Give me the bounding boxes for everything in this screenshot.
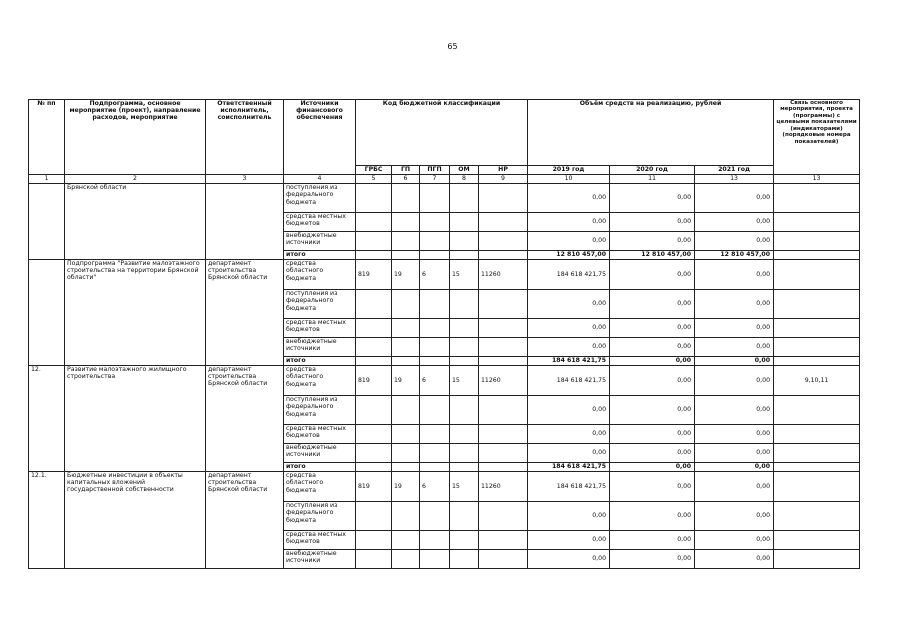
col-number: 11 (610, 175, 695, 184)
total-2021: 0,00 (695, 463, 774, 472)
amount-2021: 0,00 (695, 550, 774, 569)
amount-2021: 0,00 (695, 184, 774, 213)
col-number: 8 (450, 175, 479, 184)
total-2021: 12 810 457,00 (695, 251, 774, 260)
col-number: 9 (479, 175, 528, 184)
amount-2021: 0,00 (695, 502, 774, 531)
executor: департамент строительства Брянской области (206, 366, 284, 472)
header-volume: Объём средств на реализацию, рублей (528, 100, 774, 166)
source-regional: средства областного бюджета (284, 472, 356, 502)
amount-2020: 0,00 (610, 213, 695, 232)
table-row (29, 260, 860, 290)
measure-name: Брянской области (65, 184, 206, 260)
amount-2020: 0,00 (610, 290, 695, 319)
source-extra: внебюджетные источники (284, 232, 356, 251)
total-2020: 0,00 (610, 463, 695, 472)
amount-2019: 184 618 421,75 (528, 472, 610, 502)
header-executor: Ответственный исполнитель, соисполнитель (206, 100, 284, 175)
code-om: 15 (450, 260, 479, 290)
col-number: 13 (774, 175, 860, 184)
measure-name: Развитие малоэтажного жилищного строительства (65, 366, 206, 472)
amount-2021: 0,00 (695, 338, 774, 357)
col-number: 7 (420, 175, 450, 184)
header-measure: Подпрограмма, основное мероприятие (проект), направление расходов, мероприятие (65, 100, 206, 175)
code-pgp: 6 (420, 366, 450, 396)
source-local: средства местных бюджетов (284, 319, 356, 338)
col-number: 5 (356, 175, 392, 184)
measure-name: Бюджетные инвестиции в объекты капитальных вложений государственной собственности (65, 472, 206, 569)
col-number: 13 (695, 175, 774, 184)
indicator-link: 9,10,11 (774, 366, 860, 396)
amount-2020: 0,00 (610, 502, 695, 531)
code-om: 15 (450, 366, 479, 396)
amount-2019: 0,00 (528, 213, 610, 232)
amount-2021: 0,00 (695, 319, 774, 338)
amount-2019: 0,00 (528, 232, 610, 251)
amount-2021: 0,00 (695, 396, 774, 425)
amount-2019: 0,00 (528, 184, 610, 213)
source-federal: поступления из федерального бюджета (284, 396, 356, 425)
code-pgp: 6 (420, 472, 450, 502)
code-om: 15 (450, 472, 479, 502)
table-row (29, 184, 860, 213)
header-gp: ГП (392, 166, 420, 175)
amount-2020: 0,00 (610, 444, 695, 463)
amount-2019: 184 618 421,75 (528, 260, 610, 290)
amount-2021: 0,00 (695, 366, 774, 396)
header-sources: Источники финансового обеспечения (284, 100, 356, 175)
total-2019: 184 618 421,75 (528, 357, 610, 366)
amount-2021: 0,00 (695, 472, 774, 502)
amount-2019: 0,00 (528, 531, 610, 550)
column-number-row (29, 175, 860, 184)
code-grbs: 819 (356, 366, 392, 396)
measure-name: Подпрограмма "Развитие малоэтажного строительства на территории Брянской области" (65, 260, 206, 366)
executor: департамент строительства Брянской области (206, 260, 284, 366)
amount-2020: 0,00 (610, 319, 695, 338)
source-regional: средства областного бюджета (284, 260, 356, 290)
code-pgp: 6 (420, 260, 450, 290)
amount-2019: 0,00 (528, 550, 610, 569)
source-extra: внебюджетные источники (284, 338, 356, 357)
amount-2021: 0,00 (695, 444, 774, 463)
col-number: 4 (284, 175, 356, 184)
code-gp: 19 (392, 472, 420, 502)
amount-2021: 0,00 (695, 531, 774, 550)
source-regional: средства областного бюджета (284, 366, 356, 396)
source-extra: внебюджетные источники (284, 550, 356, 569)
header-link: Связь основного мероприятия, проекта (программы) с целевыми показателями (индикаторами) (порядковые номера показателей) (774, 100, 860, 175)
amount-2019: 0,00 (528, 502, 610, 531)
source-federal: поступления из федерального бюджета (284, 290, 356, 319)
source-local: средства местных бюджетов (284, 531, 356, 550)
amount-2019: 0,00 (528, 290, 610, 319)
amount-2019: 0,00 (528, 319, 610, 338)
header-kbk: Код бюджетной классификации (356, 100, 528, 166)
total-2020: 0,00 (610, 357, 695, 366)
page-number: 65 (447, 42, 458, 51)
col-number: 3 (206, 175, 284, 184)
source-federal: поступления из федерального бюджета (284, 184, 356, 213)
total-2019: 12 810 457,00 (528, 251, 610, 260)
amount-2019: 0,00 (528, 396, 610, 425)
header-grbs: ГРБС (356, 166, 392, 175)
source-federal: поступления из федерального бюджета (284, 502, 356, 531)
amount-2019: 0,00 (528, 425, 610, 444)
col-number: 2 (65, 175, 206, 184)
code-gp: 19 (392, 260, 420, 290)
amount-2020: 0,00 (610, 260, 695, 290)
total-2021: 0,00 (695, 357, 774, 366)
amount-2020: 0,00 (610, 184, 695, 213)
amount-2019: 0,00 (528, 444, 610, 463)
amount-2020: 0,00 (610, 531, 695, 550)
table-row (29, 366, 860, 396)
header-num: № пп (29, 100, 65, 175)
amount-2020: 0,00 (610, 396, 695, 425)
total-2019: 184 618 421,75 (528, 463, 610, 472)
row-number: 12.1. (29, 472, 65, 569)
amount-2020: 0,00 (610, 550, 695, 569)
code-nr: 11260 (479, 260, 528, 290)
amount-2020: 0,00 (610, 338, 695, 357)
amount-2021: 0,00 (695, 232, 774, 251)
code-grbs: 819 (356, 472, 392, 502)
total-2020: 12 810 457,00 (610, 251, 695, 260)
code-nr: 11260 (479, 472, 528, 502)
code-grbs: 819 (356, 260, 392, 290)
row-number: 12. (29, 366, 65, 472)
code-nr: 11260 (479, 366, 528, 396)
table-row (29, 472, 860, 502)
amount-2020: 0,00 (610, 425, 695, 444)
col-number: 10 (528, 175, 610, 184)
code-gp: 19 (392, 366, 420, 396)
amount-2021: 0,00 (695, 425, 774, 444)
source-local: средства местных бюджетов (284, 425, 356, 444)
col-number: 1 (29, 175, 65, 184)
amount-2019: 184 618 421,75 (528, 366, 610, 396)
header-2020: 2020 год (610, 166, 695, 175)
amount-2019: 0,00 (528, 338, 610, 357)
header-pgp: ПГП (420, 166, 450, 175)
header-2019: 2019 год (528, 166, 610, 175)
header-om: ОМ (450, 166, 479, 175)
amount-2021: 0,00 (695, 260, 774, 290)
amount-2020: 0,00 (610, 232, 695, 251)
source-local: средства местных бюджетов (284, 213, 356, 232)
col-number: 6 (392, 175, 420, 184)
header-nr: НР (479, 166, 528, 175)
amount-2020: 0,00 (610, 366, 695, 396)
executor: департамент строительства Брянской области (206, 472, 284, 569)
amount-2021: 0,00 (695, 213, 774, 232)
budget-table (28, 99, 860, 569)
source-total: итого (284, 251, 356, 260)
amount-2020: 0,00 (610, 472, 695, 502)
source-extra: внебюджетные источники (284, 444, 356, 463)
header-2021: 2021 год (695, 166, 774, 175)
source-total: итого (284, 357, 356, 366)
amount-2021: 0,00 (695, 290, 774, 319)
source-total: итого (284, 463, 356, 472)
